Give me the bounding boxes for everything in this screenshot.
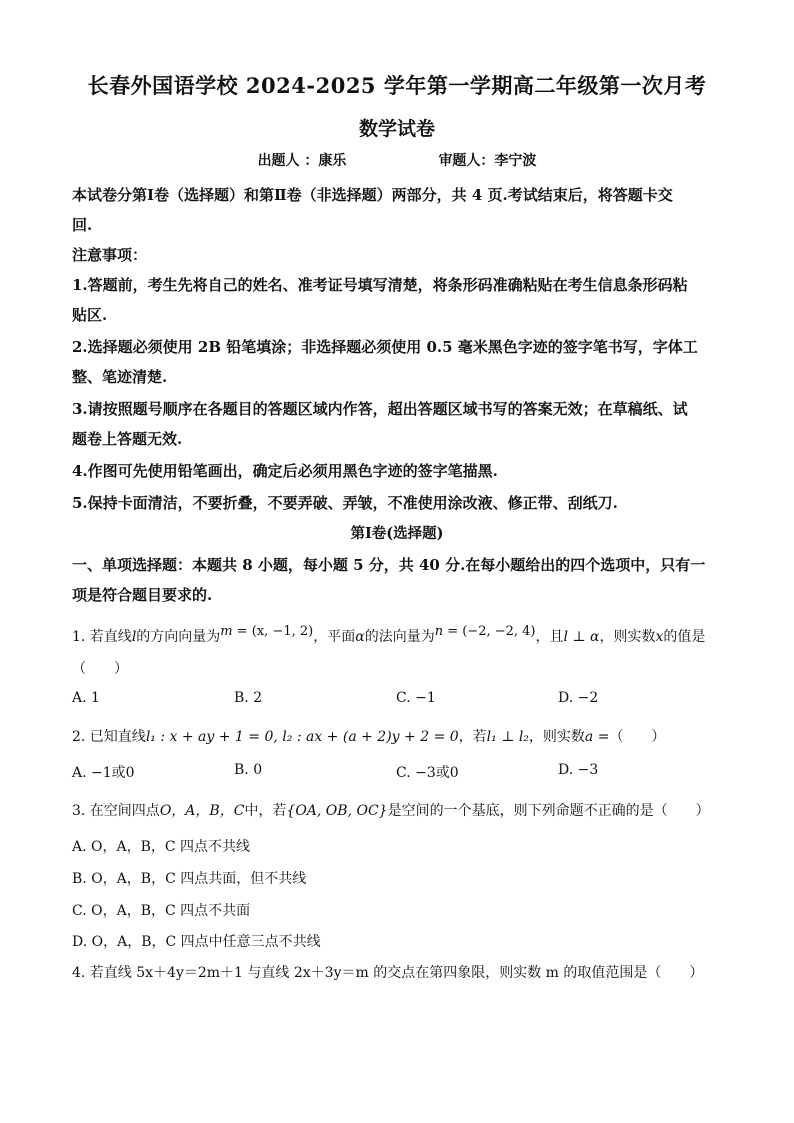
note-3-line-1: 3.请按照题号顺序在各题目的答题区域内作答，超出答题区域书写的答案无效；在草稿纸、试 (72, 400, 688, 418)
section-heading-line-2: 项是符合题目要求的. (72, 586, 213, 604)
q3-option-c: C. O，A，B，C 四点不共面 (72, 903, 251, 919)
note-2-line-1: 2.选择题必须使用 2B 铅笔填涂；非选择题必须使用 0.5 毫米黑色字迹的签字笔书写，字体工 (72, 338, 698, 356)
intro-line-2: 回. (72, 216, 93, 234)
exam-title: 长春外国语学校 2024-2025 学年第一学期高二年级第一次月考 (87, 73, 707, 98)
note-3-line-2: 题卷上答题无效. (72, 430, 183, 448)
basis-vectors: {OA, OB, OC} (286, 803, 388, 819)
q2-option-c: C. −3或0 (396, 765, 459, 781)
q1-option-d: D. −2 (558, 690, 599, 706)
note-2-line-2: 整、笔迹清楚. (72, 368, 168, 386)
section-title: 第Ⅰ卷(选择题) (350, 525, 444, 542)
note-5: 5.保持卡面清洁，不要折叠，不要弄破、弄皱，不准使用涂改液、修正带、刮纸刀. (72, 494, 618, 512)
reviewer: 审题人：李宁波 (438, 153, 537, 169)
section-heading-line-1: 一、单项选择题：本题共 8 小题，每小题 5 分，共 40 分.在每小题给出的四个选项中，只有一 (72, 556, 706, 574)
vector-n: n = (−2, −2, 4) (434, 624, 536, 639)
q3-option-a: A. O，A，B，C 四点不共线 (72, 839, 251, 855)
q1-option-a: A. 1 (72, 690, 100, 706)
exam-subtitle: 数学试卷 (358, 118, 435, 140)
author: 出题人 ：康乐 (257, 153, 347, 169)
note-1-line-2: 贴区. (72, 306, 108, 324)
question-1-paren: （ ） (72, 661, 128, 677)
q2-option-b: B. 0 (234, 762, 263, 778)
notice-title: 注意事项： (72, 246, 148, 264)
vector-m: m = (x, −1, 2) (220, 624, 314, 639)
question-3: 3. 在空间四点O，A，B，C中，若{OA, OB, OC}是空间的一个基底，则下列命题不正确的是（ ） (72, 803, 710, 819)
question-1: 1. 若直线l的方向向量为m = (x, −1, 2)，平面α的法向量为n = (−2, −2, 4)，且l ⊥ α，则实数x的值是 (72, 624, 706, 645)
note-4: 4.作图可先使用铅笔画出，确定后必须用黑色字迹的签字笔描黑. (72, 462, 498, 480)
question-4: 4. 若直线 5x＋4y＝2m＋1 与直线 2x＋3y＝m 的交点在第四象限，则实数 m 的取值范围是（ ） (72, 965, 704, 981)
q2-option-a: A. −1或0 (72, 765, 135, 781)
authors-line (0, 150, 794, 170)
intro-line-1: 本试卷分第Ⅰ卷（选择题）和第Ⅱ卷（非选择题）两部分，共 4 页.考试结束后，将答题卡交 (72, 186, 673, 204)
q3-option-b: B. O，A，B，C 四点共面，但不共线 (72, 871, 307, 887)
question-2-options (72, 762, 724, 784)
q1-option-c: C. −1 (396, 690, 436, 706)
question-2: 2. 已知直线l₁ : x + ay + 1 = 0, l₂ : ax + (a + 2)y + 2 = 0，若l₁ ⊥ l₂，则实数a =（ ） (72, 729, 666, 745)
q1-option-b: B. 2 (234, 690, 263, 706)
question-1-options (72, 690, 724, 712)
q3-option-d: D. O，A，B，C 四点中任意三点不共线 (72, 934, 321, 950)
q2-option-d: D. −3 (558, 762, 599, 778)
note-1-line-1: 1.答题前，考生先将自己的姓名、准考证号填写清楚，将条形码准确粘贴在考生信息条形码粘 (72, 276, 688, 294)
